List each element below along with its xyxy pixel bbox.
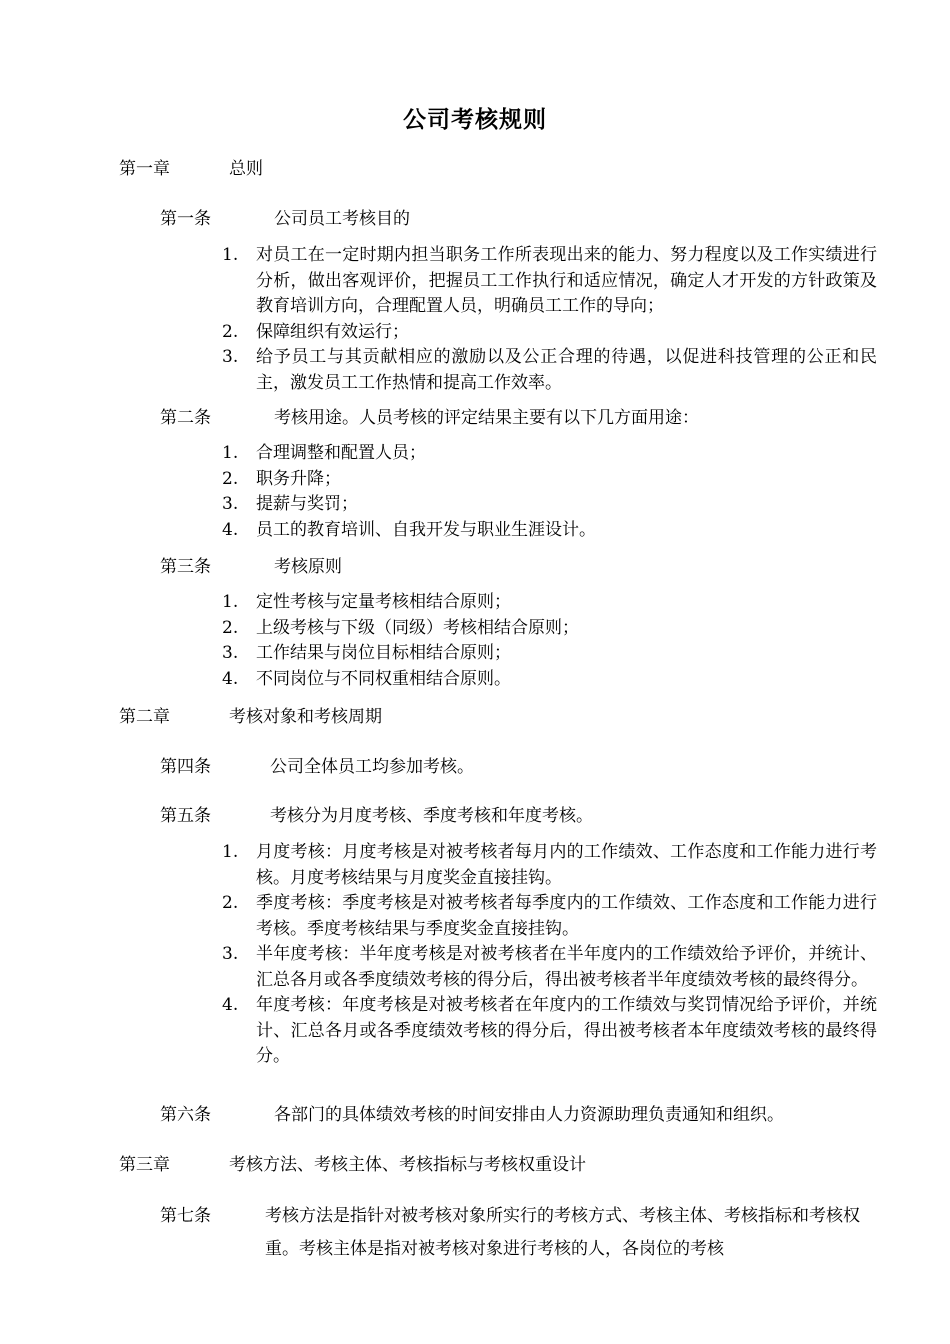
list-item-text: 半年度考核：半年度考核是对被考核者在半年度内的工作绩效给予评价，并统计、汇总各月或各季度绩效考核的得分后，得出被考核者半年度绩效考核的最终得分。 (256, 944, 877, 990)
article-number: 第七条 (160, 1206, 211, 1226)
list-item (222, 441, 877, 467)
chapter-title: 考核方法、考核主体、考核指标与考核权重设计 (229, 1155, 586, 1175)
article-heading (160, 206, 410, 232)
list-item-text: 保障组织有效运行； (256, 321, 409, 342)
list-item-text: 职务升降； (256, 468, 341, 489)
list-number: 4. (222, 995, 239, 1015)
list-item-text: 给予员工与其贡献相应的激励以及公正合理的待遇，以促进科技管理的公正和民主，激发员工工作热情和提高工作效率。 (256, 347, 877, 393)
document-title: 公司考核规则 (403, 106, 547, 133)
chapter-title: 考核对象和考核周期 (229, 707, 382, 727)
list-item (222, 641, 877, 667)
list-item-text: 工作结果与岗位目标相结合原则； (256, 643, 511, 663)
article-text: 公司员工考核目的 (274, 209, 410, 229)
list-number: 2. (222, 468, 239, 489)
list-item (222, 467, 877, 493)
list-item (222, 243, 877, 320)
list-item-text: 合理调整和配置人员； (256, 443, 426, 463)
chapter-heading (119, 1152, 586, 1178)
article-text: 考核用途。人员考核的评定结果主要有以下几方面用途： (274, 408, 699, 428)
list-number: 3. (222, 944, 239, 964)
list-item (222, 518, 877, 544)
list-item (222, 320, 877, 346)
article-heading (160, 803, 593, 829)
chapter-heading (119, 156, 263, 182)
numbered-list (222, 243, 877, 396)
list-item (222, 942, 877, 993)
list-number: 1. (222, 592, 239, 612)
list-item (222, 667, 877, 693)
list-item (222, 993, 877, 1070)
list-item (222, 492, 877, 518)
numbered-list (222, 441, 877, 543)
article-text: 考核方法是指针对被考核对象所实行的考核方式、考核主体、考核指标和考核权重。考核主体是指对被考核对象进行考核的人，各岗位的考核 (265, 1206, 860, 1259)
chapter-title: 总则 (229, 159, 263, 179)
article-text: 考核原则 (274, 557, 342, 577)
list-item-text: 员工的教育培训、自我开发与职业生涯设计。 (256, 519, 596, 540)
article-heading (160, 754, 474, 780)
article-text: 公司全体员工均参加考核。 (270, 757, 474, 777)
list-number: 3. (222, 347, 239, 367)
list-number: 1. (222, 443, 239, 463)
article-heading (160, 554, 342, 580)
list-item (222, 616, 877, 642)
list-item (222, 345, 877, 396)
list-number: 2. (222, 617, 239, 638)
list-number: 4. (222, 519, 239, 540)
list-item (222, 840, 877, 891)
list-item-text: 不同岗位与不同权重相结合原则。 (256, 668, 511, 689)
list-item (222, 590, 877, 616)
article-heading (160, 1102, 784, 1128)
list-item-text: 提薪与奖罚； (256, 494, 358, 514)
list-item (222, 891, 877, 942)
list-number: 2. (222, 321, 239, 342)
article-text: 考核分为月度考核、季度考核和年度考核。 (270, 806, 593, 826)
article-number: 第一条 (160, 209, 211, 229)
numbered-list (222, 840, 877, 1070)
list-item-text: 季度考核：季度考核是对被考核者每季度内的工作绩效、工作态度和工作能力进行考核。季度考核结果与季度奖金直接挂钩。 (256, 893, 877, 939)
list-number: 2. (222, 893, 239, 913)
article-number: 第三条 (160, 557, 211, 577)
chapter-number: 第二章 (119, 707, 170, 727)
article-number: 第二条 (160, 408, 211, 428)
list-item-text: 上级考核与下级（同级）考核相结合原则； (256, 617, 579, 638)
list-number: 1. (222, 245, 239, 265)
list-item-text: 定性考核与定量考核相结合原则； (256, 592, 511, 612)
list-item-text: 月度考核：月度考核是对被考核者每月内的工作绩效、工作态度和工作能力进行考核。月度考核结果与月度奖金直接挂钩。 (256, 842, 877, 888)
list-number: 3. (222, 643, 239, 663)
numbered-list (222, 590, 877, 692)
article-number: 第五条 (160, 806, 211, 826)
chapter-number: 第一章 (119, 159, 170, 179)
article-number: 第六条 (160, 1105, 211, 1125)
article-heading (160, 405, 699, 431)
list-item-text: 年度考核：年度考核是对被考核者在年度内的工作绩效与奖罚情况给予评价，并统计、汇总各月或各季度绩效考核的得分后，得出被考核者本年度绩效考核的最终得分。 (256, 995, 877, 1066)
article-number: 第四条 (160, 757, 211, 777)
article-text: 各部门的具体绩效考核的时间安排由人力资源助理负责通知和组织。 (274, 1105, 784, 1125)
chapter-number: 第三章 (119, 1155, 170, 1175)
list-number: 3. (222, 494, 239, 514)
list-item-text: 对员工在一定时期内担当职务工作所表现出来的能力、努力程度以及工作实绩进行分析，做出客观评价，把握员工工作执行和适应情况，确定人才开发的方针政策及教育培训方向，合理配置人员，明确员工工作的导向； (256, 245, 877, 316)
list-number: 1. (222, 842, 239, 862)
chapter-heading (119, 704, 382, 730)
list-number: 4. (222, 668, 239, 689)
